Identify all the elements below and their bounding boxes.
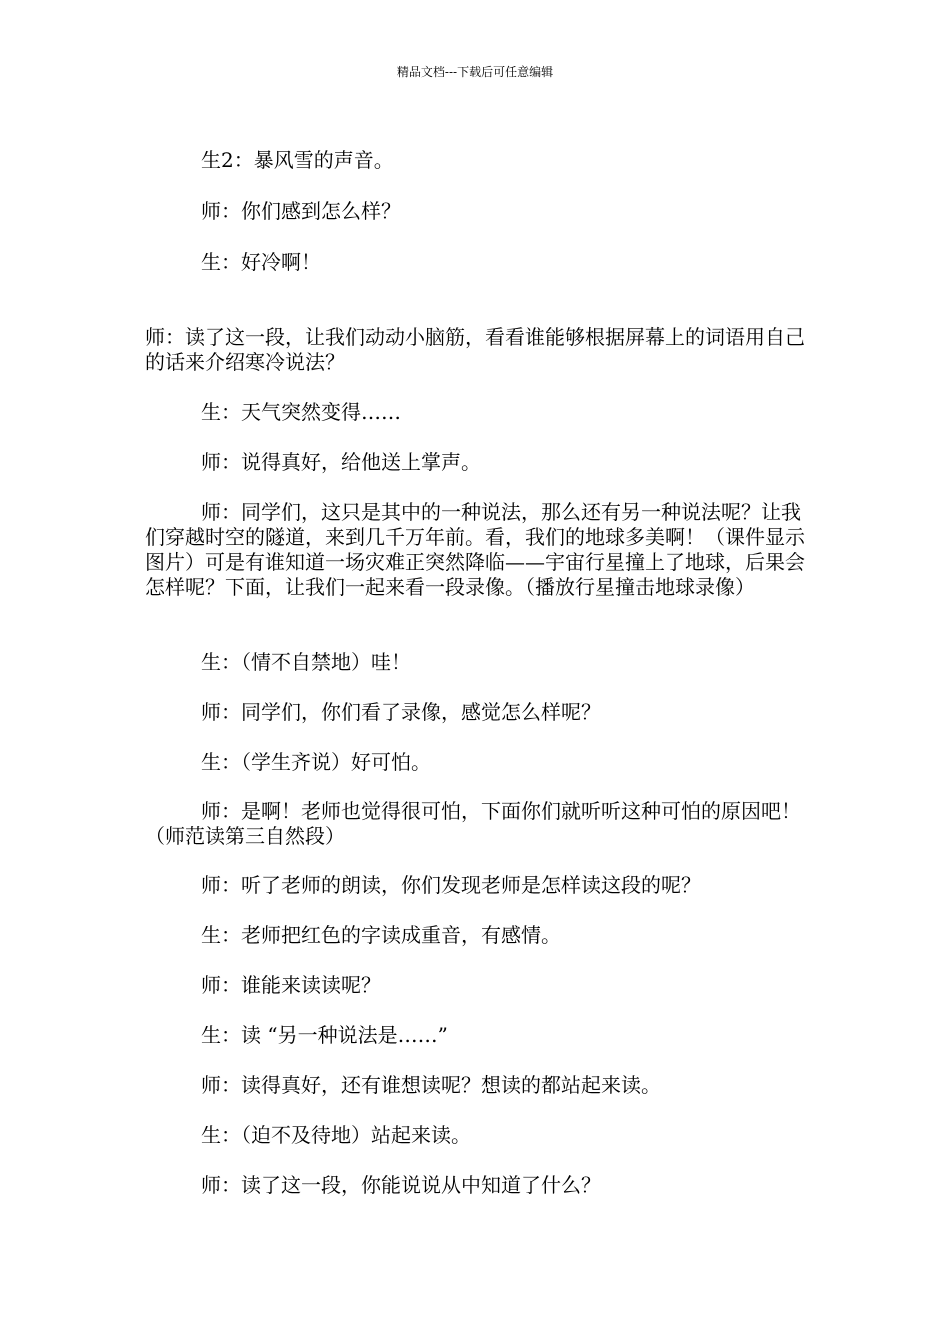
page-header: 精品文档---下载后可任意编辑 [396, 65, 554, 79]
paragraph-5: 生：天气突然变得…… [201, 400, 401, 424]
paragraph-4: 师：读了这一段，让我们动动小脑筋，看看谁能够根据屏幕上的词语用自己的话来介绍寒冷说法？ [145, 325, 805, 374]
paragraph-11: 师：是啊！老师也觉得很可怕，下面你们就听听这种可怕的原因吧！（师范读第三自然段） [145, 799, 801, 848]
paragraph-1: 生2：暴风雪的声音。 [201, 148, 394, 172]
paragraph-15: 生：读 “另一种说法是……” [201, 1023, 448, 1047]
paragraph-13: 生：老师把红色的字读成重音，有感情。 [201, 923, 561, 947]
paragraph-2: 师：你们感到怎么样？ [201, 199, 401, 223]
paragraph-6: 师：说得真好，给他送上掌声。 [201, 450, 481, 474]
paragraph-16: 师：读得真好，还有谁想读呢？想读的都站起来读。 [201, 1073, 661, 1097]
paragraph-10: 生：（学生齐说）好可怕。 [201, 750, 431, 774]
paragraph-17: 生：（迫不及待地）站起来读。 [201, 1123, 471, 1147]
paragraph-18: 师：读了这一段，你能说说从中知道了什么？ [201, 1173, 601, 1197]
paragraph-9: 师：同学们，你们看了录像，感觉怎么样呢？ [201, 700, 601, 724]
paragraph-14: 师：谁能来读读呢？ [201, 973, 381, 997]
paragraph-8: 生：（情不自禁地）哇！ [201, 650, 411, 674]
paragraph-7: 师：同学们，这只是其中的一种说法，那么还有另一种说法呢？让我们穿越时空的隧道，来到几千万年前。看，我们的地球多美啊！（课件显示图片）可是有谁知道一场灾难正突然降临——宇宙行星撞上了地球，后果会怎样呢？下面，让我们一起来看一段录像。（播放行星撞击地球录像） [145, 500, 805, 599]
paragraph-12: 师：听了老师的朗读，你们发现老师是怎样读这段的呢？ [201, 873, 701, 897]
paragraph-3: 生：好冷啊！ [201, 250, 321, 274]
